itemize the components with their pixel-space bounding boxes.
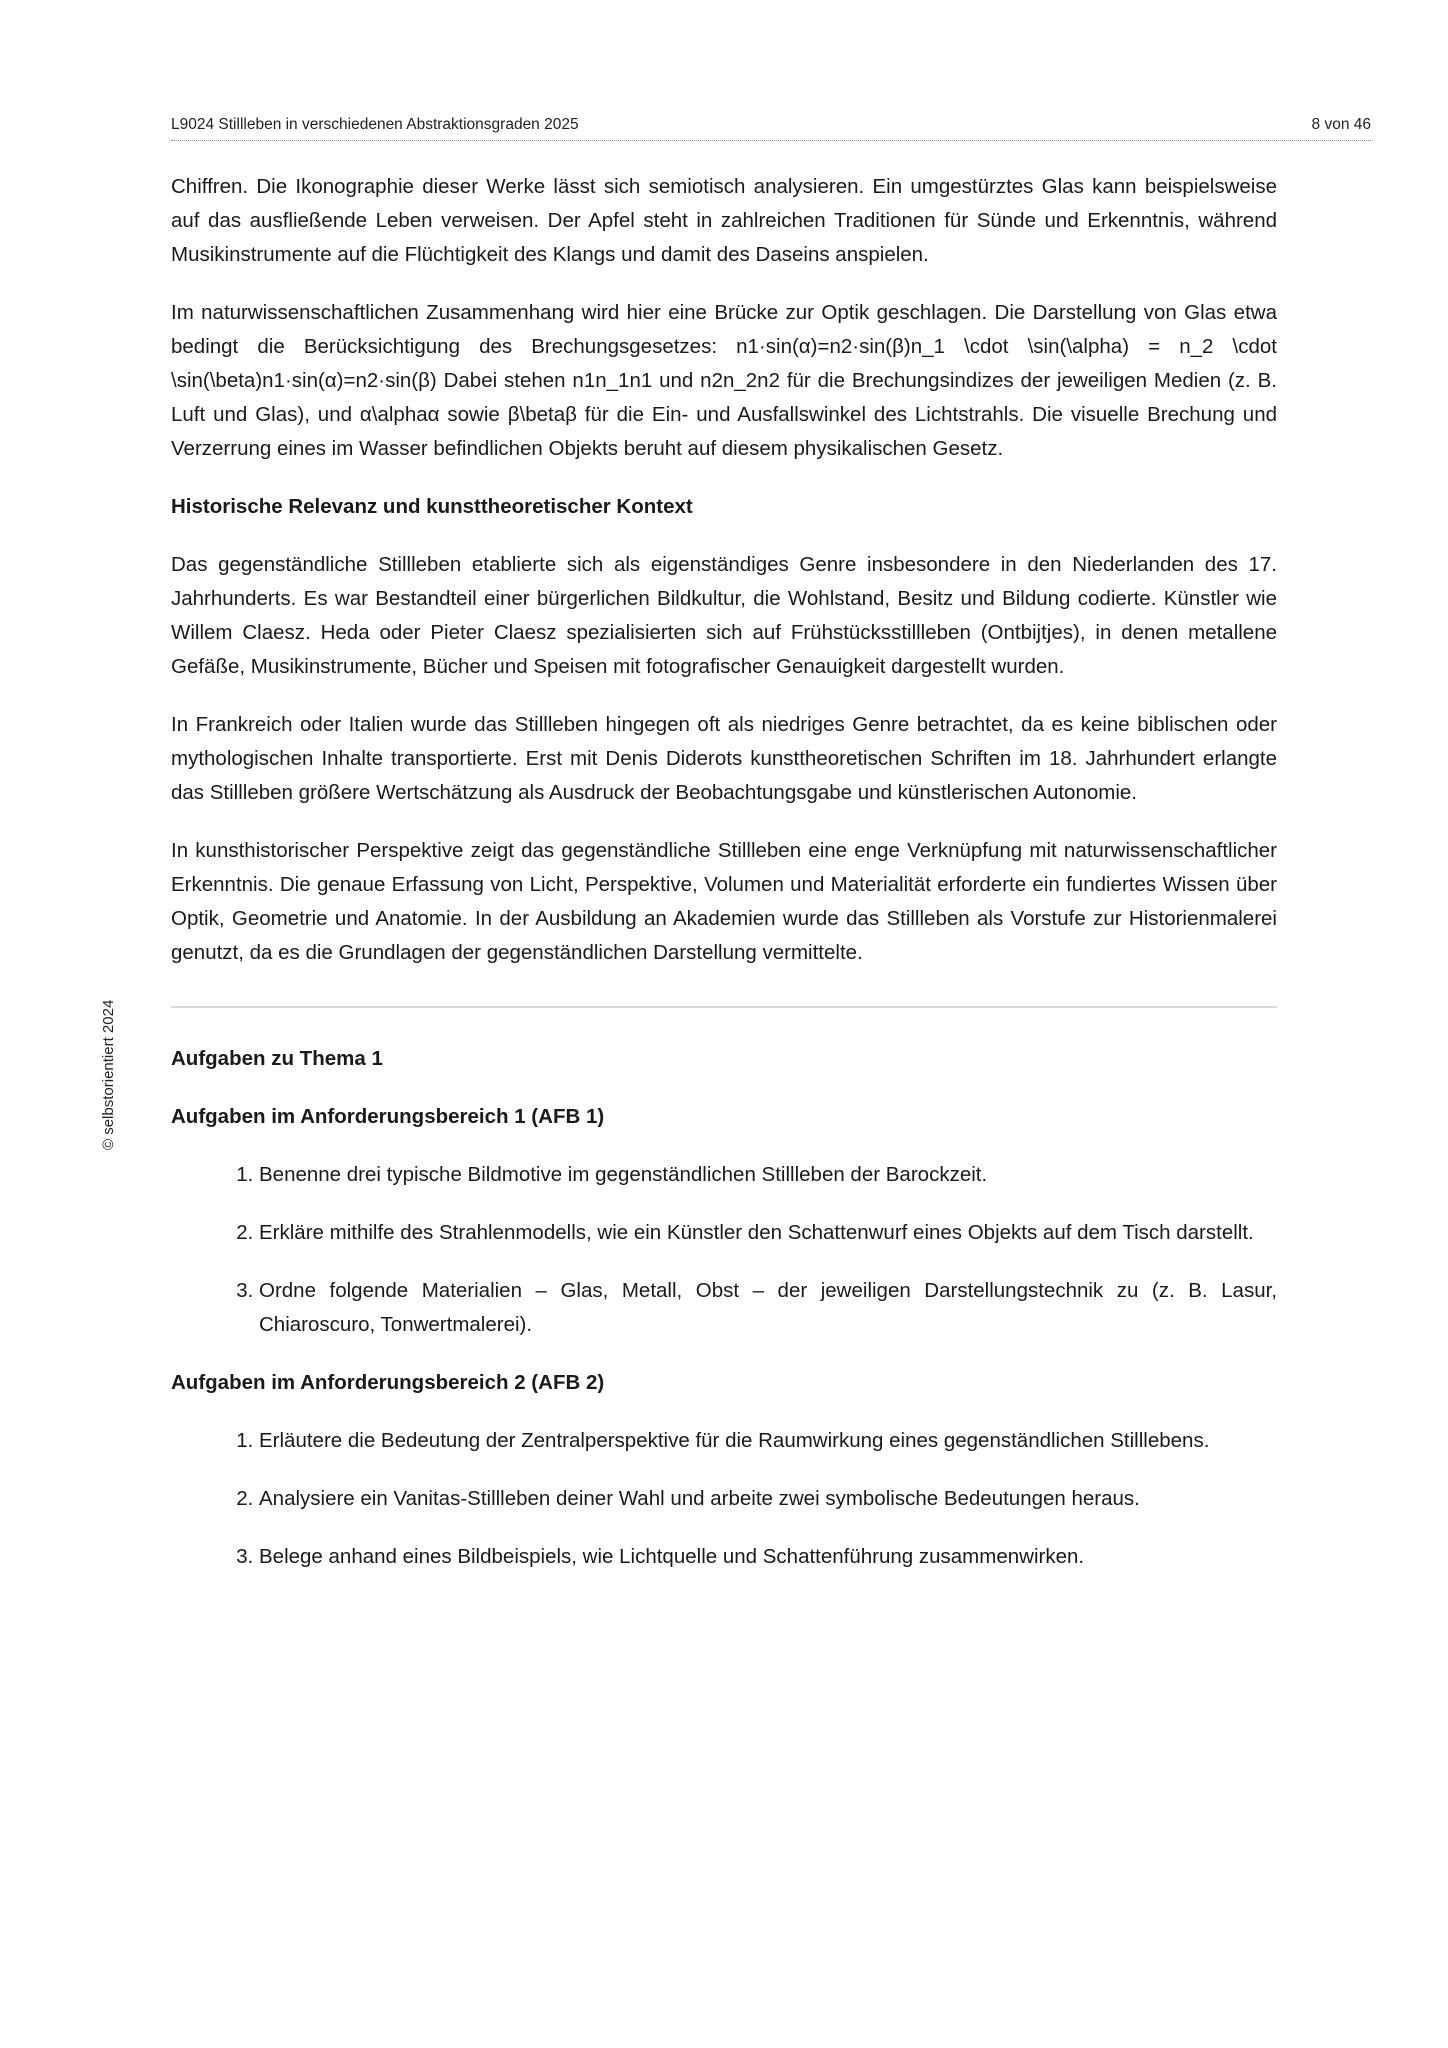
page-number: 8 von 46 bbox=[1311, 116, 1371, 133]
section-heading-historical: Historische Relevanz und kunsttheoretischer Kontext bbox=[171, 495, 693, 518]
page-header bbox=[171, 116, 1371, 141]
document-title: L9024 Stillleben in verschiedenen Abstraktionsgraden 2025 bbox=[171, 116, 579, 133]
afb1-heading: Aufgaben im Anforderungsbereich 1 (AFB 1) bbox=[171, 1105, 605, 1128]
task-item: 1. Benenne drei typische Bildmotive im gegenständlichen Stillleben der Barockzeit. bbox=[259, 1158, 1277, 1192]
task-item: 2. Analysiere ein Vanitas-Stillleben deiner Wahl und arbeite zwei symbolische Bedeutungen heraus. bbox=[259, 1482, 1277, 1516]
paragraph-historical: Das gegenständliche Stillleben etablierte sich als eigenständiges Genre insbesondere in den Niederlanden des 17. Jahrhunderts. Es war Bestandteil einer bürgerlichen Bildkultur, die Wohlstand, Besitz und Bildung codierte. Künstler wie Willem Claesz. Heda oder Pieter Claesz spezialisierten sich auf Frühstücksstillleben (Ontbijtjes), in denen metallene Gefäße, Musikinstrumente, Bücher und Speisen mit fotografischer Genauigkeit dargestellt wurden. bbox=[171, 553, 1277, 678]
paragraph-optics: Im naturwissenschaftlichen Zusammenhang wird hier eine Brücke zur Optik geschlagen. Die Darstellung von Glas etwa bedingt die Berücksichtigung des Brechungsgesetzes: n1·sin⁡(α)=n2·sin⁡(β)n_1 \cdot \sin(\alpha) = n_2 \cdot \sin(\beta)n1·sin(α)=n2·sin(β) Dabei stehen n1n_1n1 und n2n_2n2 für die Brechungsindizes der jeweiligen Medien (z. B. Luft und Glas), und α\alphaα sowie β\betaβ für die Ein- und Ausfallswinkel des Lichtstrahls. Die visuelle Brechung und Verzerrung eines im Wasser befindlichen Objekts beruht auf diesem physikalischen Gesetz. bbox=[171, 301, 1277, 460]
task-item: 2. Erkläre mithilfe des Strahlenmodells, wie ein Künstler den Schattenwurf eines Objekts auf dem Tisch darstellt. bbox=[259, 1216, 1277, 1250]
task-item: 3. Belege anhand eines Bildbeispiels, wie Lichtquelle und Schattenführung zusammenwirken. bbox=[259, 1540, 1277, 1574]
afb1-task-list bbox=[171, 1158, 1277, 1342]
paragraph-historical: In kunsthistorischer Perspektive zeigt das gegenständliche Stillleben eine enge Verknüpfung mit naturwissenschaftlicher Erkenntnis. Die genaue Erfassung von Licht, Perspektive, Volumen und Materialität erforderte ein fundiertes Wissen über Optik, Geometrie und Anatomie. In der Ausbildung an Akademien wurde das Stillleben als Vorstufe zur Historienmalerei genutzt, da es die Grundlagen der gegenständlichen Darstellung vermittelte. bbox=[171, 839, 1277, 964]
paragraph-iconography: Chiffren. Die Ikonographie dieser Werke lässt sich semiotisch analysieren. Ein umgestürztes Glas kann beispielsweise auf das ausfließende Leben verweisen. Der Apfel steht in zahlreichen Traditionen für Sünde und Erkenntnis, während Musikinstrumente auf die Flüchtigkeit des Klangs und damit des Daseins anspielen. bbox=[171, 175, 1277, 266]
afb2-heading: Aufgaben im Anforderungsbereich 2 (AFB 2) bbox=[171, 1371, 605, 1394]
tasks-heading: Aufgaben zu Thema 1 bbox=[171, 1047, 383, 1070]
copyright-note: © selbstorientiert 2024 bbox=[100, 999, 117, 1150]
section-divider bbox=[171, 1006, 1277, 1008]
task-item: 1. Erläutere die Bedeutung der Zentralperspektive für die Raumwirkung eines gegenständlichen Stilllebens. bbox=[259, 1424, 1277, 1458]
afb2-task-list bbox=[171, 1424, 1277, 1574]
paragraph-historical: In Frankreich oder Italien wurde das Stillleben hingegen oft als niedriges Genre betrachtet, da es keine biblischen oder mythologischen Inhalte transportierte. Erst mit Denis Diderots kunsttheoretischen Schriften im 18. Jahrhundert erlangte das Stillleben größere Wertschätzung als Ausdruck der Beobachtungsgabe und künstlerischen Autonomie. bbox=[171, 713, 1277, 804]
task-item: 3. Ordne folgende Materialien – Glas, Metall, Obst – der jeweiligen Darstellungstechnik zu (z. B. Lasur, Chiaroscuro, Tonwertmalerei). bbox=[259, 1274, 1277, 1342]
document-body bbox=[171, 170, 1277, 1598]
